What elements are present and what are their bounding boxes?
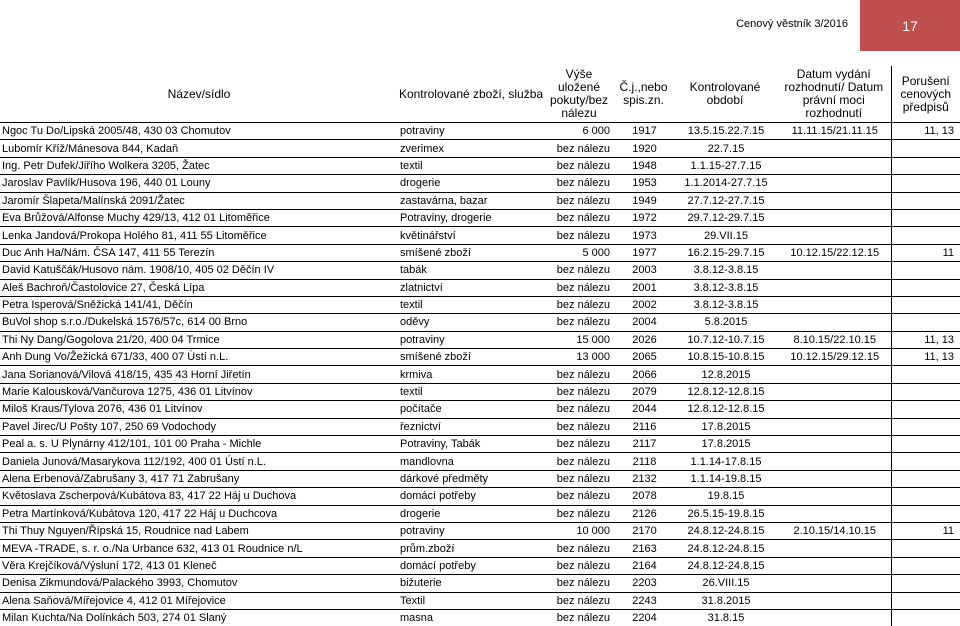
- table-row: [0, 192, 960, 209]
- row-name-cell: Petra Martínková/Kubátova 120, 417 22 Háj u Duchcova: [0, 505, 398, 522]
- row-reference-cell: 2079: [614, 383, 673, 400]
- row-name-cell: Marie Kalousková/Vančurova 1275, 436 01 Litvínov: [0, 383, 398, 400]
- row-decision-cell: [777, 366, 891, 383]
- row-reference-cell: 2203: [614, 575, 673, 592]
- table-row: [0, 609, 960, 626]
- row-name-cell: Aleš Bachroň/Častolovice 27, Česká Lípa: [0, 279, 398, 296]
- row-goods-cell: krmiva: [398, 366, 544, 383]
- row-name-cell: Peal a. s. U Plynárny 412/101, 101 00 Praha - Michle: [0, 436, 398, 453]
- row-goods-cell: drogerie: [398, 175, 544, 192]
- row-period-cell: 10.8.15-10.8.15: [673, 349, 777, 366]
- row-reference-cell: 2066: [614, 366, 673, 383]
- row-violation-cell: [891, 557, 960, 574]
- row-violation-cell: [891, 488, 960, 505]
- row-period-cell: 17.8.2015: [673, 436, 777, 453]
- row-reference-cell: 2078: [614, 488, 673, 505]
- row-decision-cell: [777, 157, 891, 174]
- table-row: [0, 383, 960, 400]
- row-decision-cell: 10.12.15/29.12.15: [777, 349, 891, 366]
- table-row: [0, 244, 960, 261]
- row-name-cell: Thi Thuy Nguyen/Řípská 15, Roudnice nad Labem: [0, 522, 398, 539]
- row-violation-cell: [891, 192, 960, 209]
- row-decision-cell: 8.10.15/22.10.15: [777, 331, 891, 348]
- row-period-cell: 29.VII.15: [673, 227, 777, 244]
- row-reference-cell: 1920: [614, 140, 673, 157]
- row-violation-cell: 11, 13: [891, 331, 960, 348]
- row-goods-cell: řeznictví: [398, 418, 544, 435]
- table-row: [0, 436, 960, 453]
- column-header-violation: Porušení cenových předpisů: [891, 66, 960, 123]
- row-period-cell: 1.1.14-19.8.15: [673, 470, 777, 487]
- row-fine-cell: bez nálezu: [544, 209, 614, 226]
- row-violation-cell: [891, 209, 960, 226]
- row-name-cell: Daniela Junová/Masarykova 112/192, 400 01 Ústí n.L.: [0, 453, 398, 470]
- row-reference-cell: 2004: [614, 314, 673, 331]
- row-goods-cell: potraviny: [398, 331, 544, 348]
- column-header-fine: Výše uložené pokuty/bez nálezu: [549, 67, 609, 120]
- row-fine-cell: 15 000: [544, 331, 614, 348]
- row-reference-cell: 2002: [614, 296, 673, 313]
- row-name-cell: Pavel Jirec/U Pošty 107, 250 69 Vodochody: [0, 418, 398, 435]
- row-goods-cell: zverimex: [398, 140, 544, 157]
- row-violation-cell: [891, 279, 960, 296]
- row-fine-cell: 6 000: [544, 123, 614, 140]
- table-row: [0, 418, 960, 435]
- row-reference-cell: 2164: [614, 557, 673, 574]
- row-fine-cell: 13 000: [544, 349, 614, 366]
- table-row: [0, 314, 960, 331]
- row-name-cell: Lubomír Kříž/Mánesova 844, Kadaň: [0, 140, 398, 157]
- row-decision-cell: [777, 279, 891, 296]
- row-period-cell: 3.8.12-3.8.15: [673, 279, 777, 296]
- row-violation-cell: [891, 140, 960, 157]
- row-decision-cell: [777, 296, 891, 313]
- row-reference-cell: 2163: [614, 540, 673, 557]
- row-violation-cell: [891, 418, 960, 435]
- row-reference-cell: 2204: [614, 609, 673, 626]
- row-name-cell: David Katuščák/Husovo nám. 1908/10, 405 02 Děčín IV: [0, 262, 398, 279]
- row-reference-cell: 2243: [614, 592, 673, 609]
- row-reference-cell: 1977: [614, 244, 673, 261]
- row-goods-cell: květinářství: [398, 227, 544, 244]
- row-violation-cell: 11, 13: [891, 349, 960, 366]
- row-violation-cell: [891, 592, 960, 609]
- row-reference-cell: 2117: [614, 436, 673, 453]
- row-reference-cell: 2003: [614, 262, 673, 279]
- column-header-goods: Kontrolované zboží, služba: [398, 86, 544, 101]
- row-fine-cell: bez nálezu: [544, 453, 614, 470]
- row-reference-cell: 1973: [614, 227, 673, 244]
- row-decision-cell: [777, 175, 891, 192]
- row-violation-cell: 11: [891, 522, 960, 539]
- row-goods-cell: potraviny: [398, 123, 544, 140]
- row-decision-cell: [777, 401, 891, 418]
- column-header-period: Kontrolované období: [689, 80, 761, 107]
- row-violation-cell: 11: [891, 244, 960, 261]
- row-fine-cell: bez nálezu: [544, 296, 614, 313]
- row-violation-cell: [891, 366, 960, 383]
- row-fine-cell: bez nálezu: [544, 227, 614, 244]
- row-period-cell: 12.8.12-12.8.15: [673, 401, 777, 418]
- row-goods-cell: prům.zboží: [398, 540, 544, 557]
- table-row: [0, 349, 960, 366]
- row-reference-cell: 1948: [614, 157, 673, 174]
- row-decision-cell: [777, 140, 891, 157]
- table-row: [0, 575, 960, 592]
- row-goods-cell: domácí potřeby: [398, 557, 544, 574]
- row-name-cell: Petra Isperová/Sněžická 141/41, Děčín: [0, 296, 398, 313]
- row-name-cell: Alena Saňová/Mířejovice 4, 412 01 Mířejovice: [0, 592, 398, 609]
- row-decision-cell: [777, 192, 891, 209]
- row-period-cell: 22.7.15: [673, 140, 777, 157]
- row-goods-cell: Potraviny, drogerie: [398, 209, 544, 226]
- row-period-cell: 26.VIII.15: [673, 575, 777, 592]
- table-row: [0, 279, 960, 296]
- row-decision-cell: [777, 209, 891, 226]
- row-decision-cell: [777, 383, 891, 400]
- row-decision-cell: [777, 557, 891, 574]
- row-decision-cell: [777, 418, 891, 435]
- row-fine-cell: bez nálezu: [544, 366, 614, 383]
- table-row: [0, 123, 960, 140]
- row-goods-cell: smíšené zboží: [398, 349, 544, 366]
- row-decision-cell: [777, 540, 891, 557]
- row-name-cell: BuVol shop s.r.o./Dukelská 1576/57c, 614 00 Brno: [0, 314, 398, 331]
- row-goods-cell: oděvy: [398, 314, 544, 331]
- row-violation-cell: [891, 227, 960, 244]
- row-fine-cell: bez nálezu: [544, 609, 614, 626]
- table-row: [0, 592, 960, 609]
- row-violation-cell: [891, 296, 960, 313]
- row-name-cell: Květoslava Zscherpová/Kubátova 83, 417 22 Háj u Duchova: [0, 488, 398, 505]
- row-goods-cell: Textil: [398, 592, 544, 609]
- row-goods-cell: zlatnictví: [398, 279, 544, 296]
- row-decision-cell: 10.12.15/22.12.15: [777, 244, 891, 261]
- row-period-cell: 24.8.12-24.8.15: [673, 522, 777, 539]
- row-decision-cell: [777, 262, 891, 279]
- table-row: [0, 157, 960, 174]
- page-number-badge: [860, 0, 960, 51]
- row-goods-cell: textil: [398, 296, 544, 313]
- row-period-cell: 12.8.2015: [673, 366, 777, 383]
- row-period-cell: 5.8.2015: [673, 314, 777, 331]
- table-row: [0, 366, 960, 383]
- row-period-cell: 1.1.2014-27.7.15: [673, 175, 777, 192]
- row-decision-cell: [777, 436, 891, 453]
- row-name-cell: Eva Brůžová/Alfonse Muchy 429/13, 412 01 Litoměřice: [0, 209, 398, 226]
- row-fine-cell: bez nálezu: [544, 314, 614, 331]
- row-period-cell: 19.8.15: [673, 488, 777, 505]
- table-row: [0, 209, 960, 226]
- row-decision-cell: [777, 505, 891, 522]
- row-period-cell: 16.2.15-29.7.15: [673, 244, 777, 261]
- row-violation-cell: [891, 157, 960, 174]
- row-name-cell: Lenka Jandová/Prokopa Holého 81, 411 55 Litoměřice: [0, 227, 398, 244]
- inspection-results-table: [0, 66, 960, 626]
- row-violation-cell: [891, 540, 960, 557]
- row-reference-cell: 2132: [614, 470, 673, 487]
- row-decision-cell: [777, 575, 891, 592]
- column-header-reference: Č.j.,nebo spis.zn.: [619, 80, 668, 107]
- row-decision-cell: 11.11.15/21.11.15: [777, 123, 891, 140]
- row-period-cell: 1.1.15-27.7.15: [673, 157, 777, 174]
- row-decision-cell: [777, 227, 891, 244]
- table-row: [0, 540, 960, 557]
- row-reference-cell: 2065: [614, 349, 673, 366]
- row-period-cell: 1.1.14-17.8.15: [673, 453, 777, 470]
- table-row: [0, 262, 960, 279]
- row-period-cell: 26.5.15-19.8.15: [673, 505, 777, 522]
- row-goods-cell: textil: [398, 383, 544, 400]
- row-name-cell: Jana Sorianová/Vilová 418/15, 435 43 Horní Jiřetín: [0, 366, 398, 383]
- row-decision-cell: [777, 609, 891, 626]
- row-violation-cell: 11, 13: [891, 123, 960, 140]
- row-fine-cell: 10 000: [544, 522, 614, 539]
- row-reference-cell: 2118: [614, 453, 673, 470]
- row-fine-cell: bez nálezu: [544, 488, 614, 505]
- row-goods-cell: zastavárna, bazar: [398, 192, 544, 209]
- row-violation-cell: [891, 383, 960, 400]
- row-reference-cell: 1953: [614, 175, 673, 192]
- table-row: [0, 453, 960, 470]
- row-violation-cell: [891, 575, 960, 592]
- row-reference-cell: 2126: [614, 505, 673, 522]
- table-row: [0, 470, 960, 487]
- row-period-cell: 17.8.2015: [673, 418, 777, 435]
- row-name-cell: Ngoc Tu Do/Lipská 2005/48, 430 03 Chomutov: [0, 123, 398, 140]
- row-name-cell: Miloš Kraus/Tylova 2076, 436 01 Litvínov: [0, 401, 398, 418]
- row-goods-cell: mandlovna: [398, 453, 544, 470]
- row-fine-cell: bez nálezu: [544, 470, 614, 487]
- row-violation-cell: [891, 453, 960, 470]
- row-period-cell: 10.7.12-10.7.15: [673, 331, 777, 348]
- table-row: [0, 140, 960, 157]
- row-period-cell: 29.7.12-29.7.15: [673, 209, 777, 226]
- row-reference-cell: 1972: [614, 209, 673, 226]
- row-fine-cell: bez nálezu: [544, 192, 614, 209]
- table-row: [0, 488, 960, 505]
- row-goods-cell: potraviny: [398, 522, 544, 539]
- row-fine-cell: bez nálezu: [544, 279, 614, 296]
- row-period-cell: 24.8.12-24.8.15: [673, 557, 777, 574]
- row-period-cell: 3.8.12-3.8.15: [673, 262, 777, 279]
- row-reference-cell: 2026: [614, 331, 673, 348]
- row-name-cell: Duc Anh Ha/Nám. ČSA 147, 411 55 Terezín: [0, 244, 398, 261]
- row-decision-cell: [777, 592, 891, 609]
- table-row: [0, 505, 960, 522]
- row-reference-cell: 2044: [614, 401, 673, 418]
- table-row: [0, 175, 960, 192]
- page-number: 17: [902, 17, 918, 34]
- row-fine-cell: bez nálezu: [544, 262, 614, 279]
- row-goods-cell: dárkové předměty: [398, 470, 544, 487]
- row-reference-cell: 2116: [614, 418, 673, 435]
- column-header-decision-date: Datum vydání rozhodnutí/ Datum právní moci rozhodnutí: [784, 67, 884, 120]
- table-row: [0, 227, 960, 244]
- row-violation-cell: [891, 175, 960, 192]
- table-row: [0, 557, 960, 574]
- row-decision-cell: [777, 453, 891, 470]
- row-period-cell: 31.8.2015: [673, 592, 777, 609]
- row-name-cell: Anh Dung Vo/Žežická 671/33, 400 07 Ústí n.L.: [0, 349, 398, 366]
- table-row: [0, 401, 960, 418]
- row-name-cell: MEVA -TRADE, s. r. o./Na Urbance 632, 413 01 Roudnice n/L: [0, 540, 398, 557]
- row-period-cell: 31.8.15: [673, 609, 777, 626]
- row-violation-cell: [891, 470, 960, 487]
- row-decision-cell: [777, 470, 891, 487]
- row-goods-cell: textil: [398, 157, 544, 174]
- row-fine-cell: bez nálezu: [544, 436, 614, 453]
- row-fine-cell: 5 000: [544, 244, 614, 261]
- table-header-row: [0, 66, 960, 123]
- table-row: [0, 296, 960, 313]
- row-period-cell: 3.8.12-3.8.15: [673, 296, 777, 313]
- row-period-cell: 27.7.12-27.7.15: [673, 192, 777, 209]
- row-decision-cell: 2.10.15/14.10.15: [777, 522, 891, 539]
- row-fine-cell: bez nálezu: [544, 575, 614, 592]
- row-violation-cell: [891, 314, 960, 331]
- row-goods-cell: počítače: [398, 401, 544, 418]
- row-goods-cell: domácí potřeby: [398, 488, 544, 505]
- row-reference-cell: 2170: [614, 522, 673, 539]
- row-reference-cell: 2001: [614, 279, 673, 296]
- row-violation-cell: [891, 262, 960, 279]
- row-goods-cell: tabák: [398, 262, 544, 279]
- row-fine-cell: bez nálezu: [544, 175, 614, 192]
- row-violation-cell: [891, 505, 960, 522]
- row-fine-cell: bez nálezu: [544, 592, 614, 609]
- row-fine-cell: bez nálezu: [544, 140, 614, 157]
- row-goods-cell: masna: [398, 609, 544, 626]
- row-fine-cell: bez nálezu: [544, 505, 614, 522]
- journal-title: Cenový věstník 3/2016: [736, 18, 848, 30]
- row-decision-cell: [777, 488, 891, 505]
- row-violation-cell: [891, 401, 960, 418]
- row-name-cell: Milan Kuchta/Na Dolínkách 503, 274 01 Slaný: [0, 609, 398, 626]
- row-name-cell: Thi Ny Dang/Gogolova 21/20, 400 04 Trmice: [0, 331, 398, 348]
- row-fine-cell: bez nálezu: [544, 418, 614, 435]
- row-name-cell: Alena Erbenová/Zabrušany 3, 417 71 Zabrušany: [0, 470, 398, 487]
- row-reference-cell: 1949: [614, 192, 673, 209]
- row-violation-cell: [891, 436, 960, 453]
- row-goods-cell: bižuterie: [398, 575, 544, 592]
- row-fine-cell: bez nálezu: [544, 383, 614, 400]
- row-goods-cell: smíšené zboží: [398, 244, 544, 261]
- page-header: [0, 0, 960, 52]
- row-fine-cell: bez nálezu: [544, 540, 614, 557]
- row-name-cell: Ing. Petr Dufek/Jiřího Wolkera 3205, Žatec: [0, 157, 398, 174]
- row-violation-cell: [891, 609, 960, 626]
- row-name-cell: Jaroslav Pavlík/Husova 196, 440 01 Louny: [0, 175, 398, 192]
- row-decision-cell: [777, 314, 891, 331]
- row-period-cell: 24.8.12-24.8.15: [673, 540, 777, 557]
- row-period-cell: 13.5.15.22.7.15: [673, 123, 777, 140]
- row-reference-cell: 1917: [614, 123, 673, 140]
- row-goods-cell: Potraviny, Tabák: [398, 436, 544, 453]
- row-name-cell: Denisa Zikmundová/Palackého 3993, Chomutov: [0, 575, 398, 592]
- row-fine-cell: bez nálezu: [544, 557, 614, 574]
- row-period-cell: 12.8.12-12.8.15: [673, 383, 777, 400]
- table-row: [0, 331, 960, 348]
- table-row: [0, 522, 960, 539]
- row-fine-cell: bez nálezu: [544, 401, 614, 418]
- row-fine-cell: bez nálezu: [544, 157, 614, 174]
- row-goods-cell: drogerie: [398, 505, 544, 522]
- row-name-cell: Věra Krejčíková/Výsluní 172, 413 01 Kleneč: [0, 557, 398, 574]
- column-header-name: Název/sídlo: [167, 86, 231, 101]
- row-name-cell: Jaromír Šlapeta/Malínská 2091/Žatec: [0, 192, 398, 209]
